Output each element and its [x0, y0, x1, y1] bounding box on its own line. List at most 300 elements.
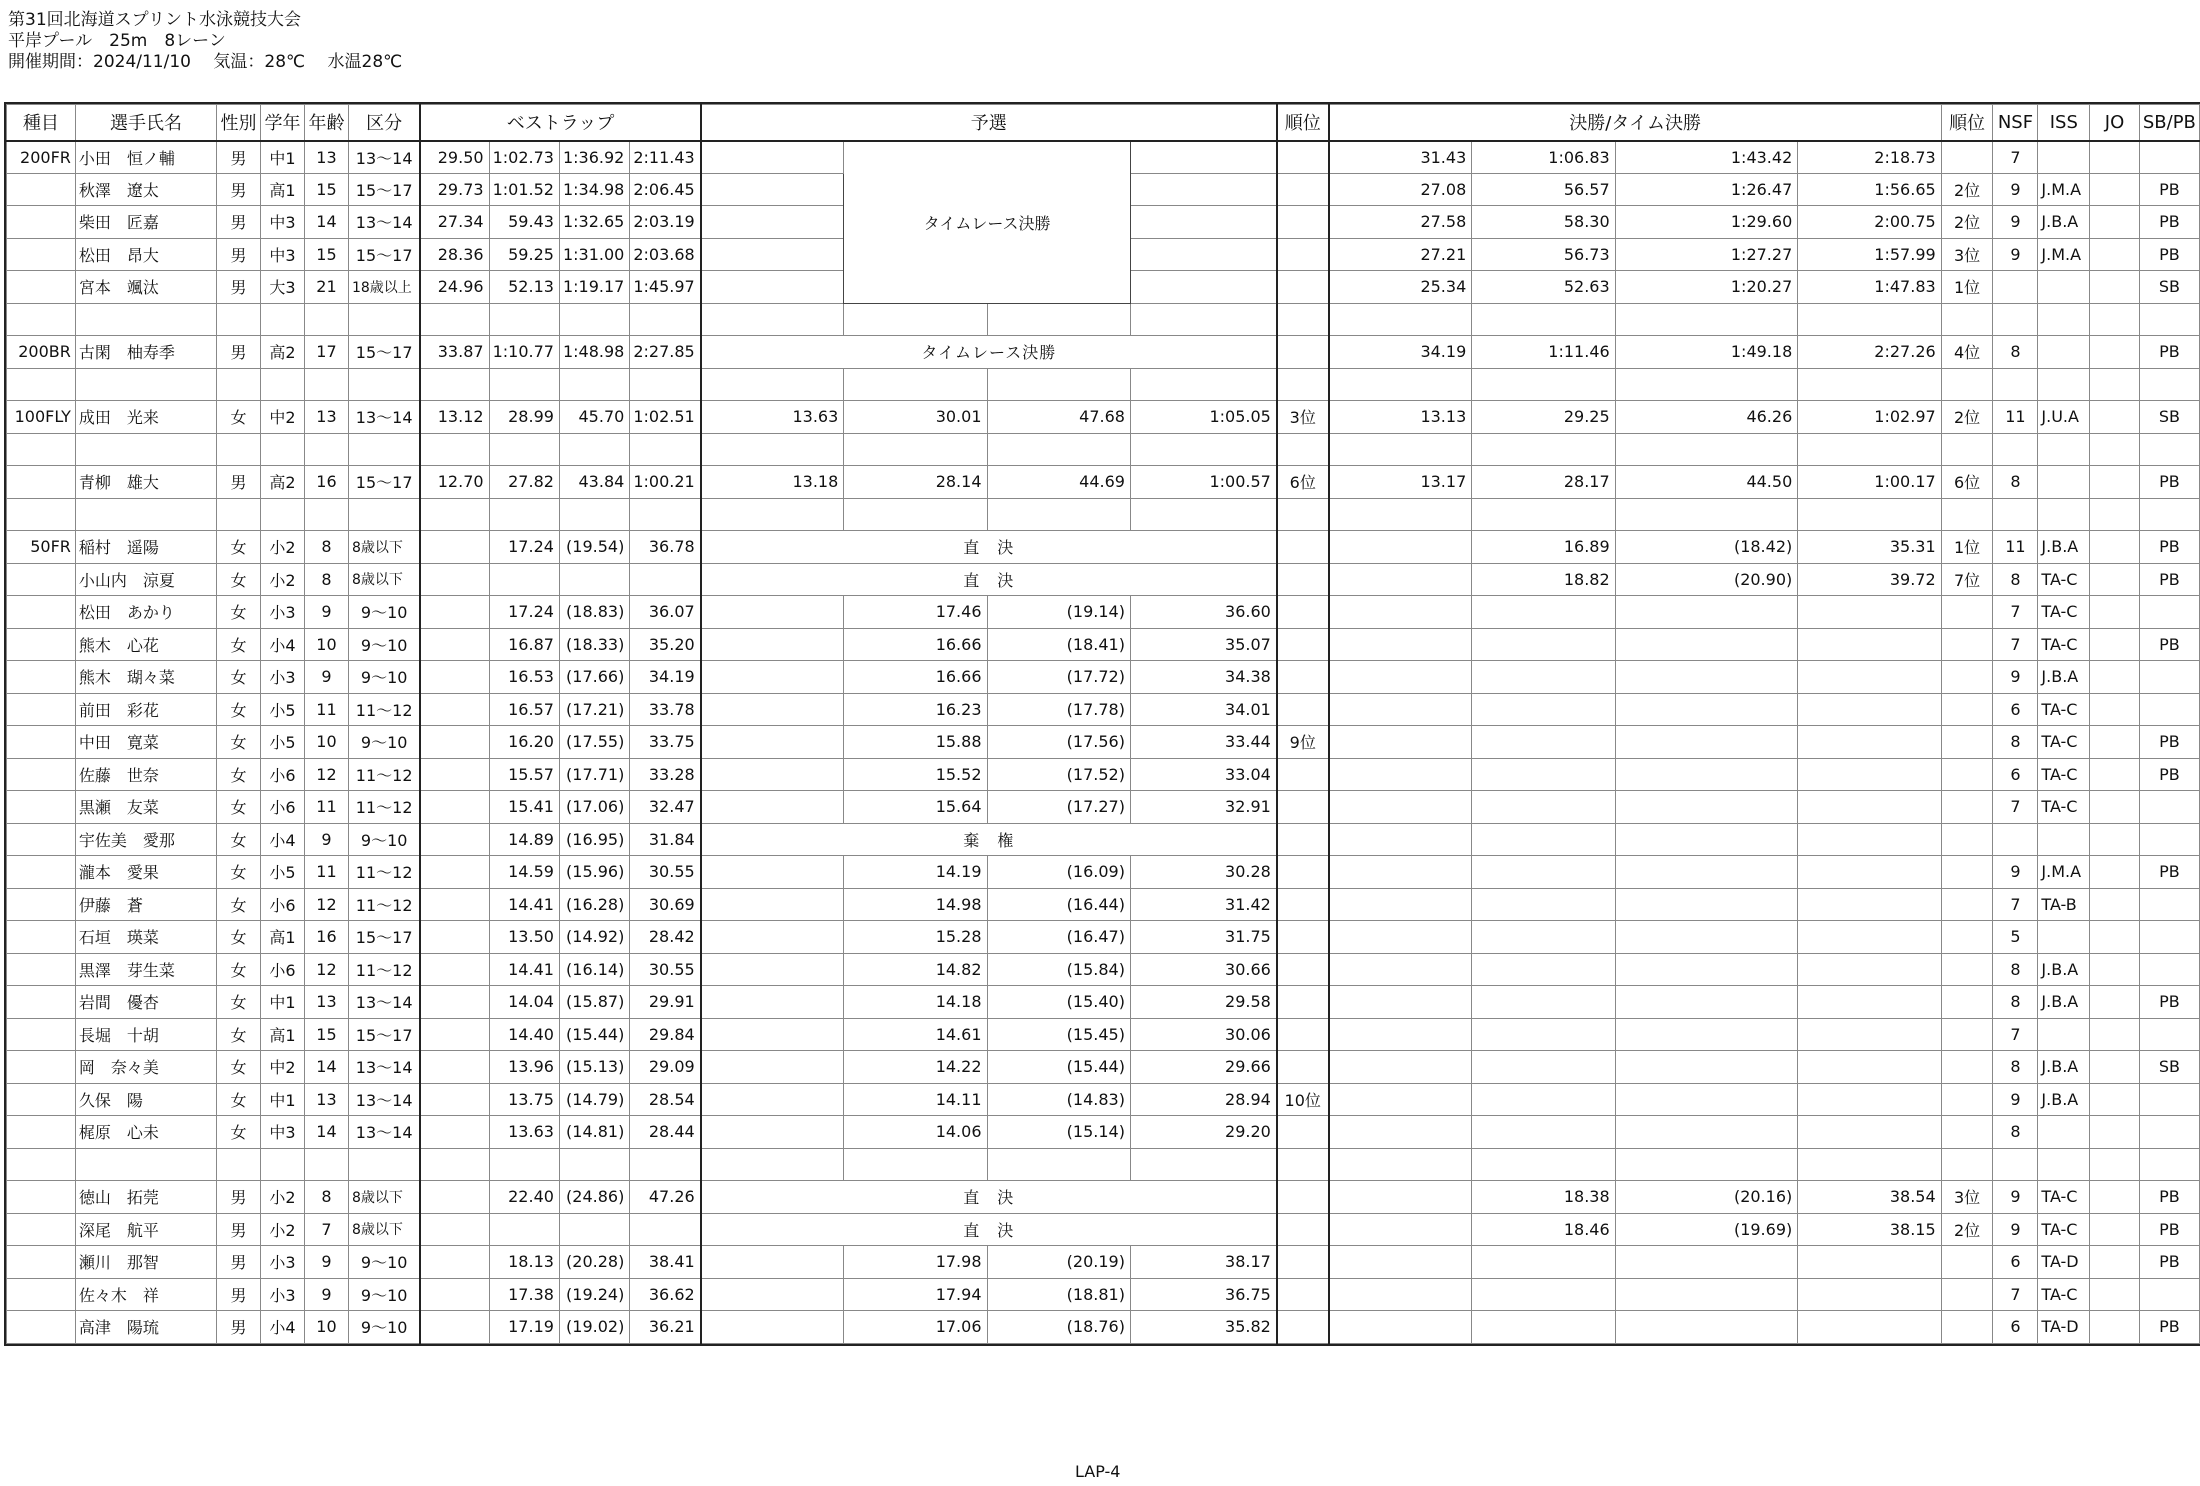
best-lap-cell: 36.78	[630, 531, 701, 564]
prelim-rank-cell	[1277, 368, 1329, 401]
age-cell	[305, 498, 349, 531]
iss-cell: TA-C	[2038, 1213, 2090, 1246]
division-cell: 18歳以上	[348, 271, 420, 304]
table-row	[7, 141, 2200, 174]
final-cell	[1615, 661, 1798, 694]
final-cell: 44.50	[1615, 466, 1798, 499]
sex-cell: 男	[217, 1213, 261, 1246]
prelim-cell: 30.66	[1130, 953, 1276, 986]
final-cell	[1329, 791, 1472, 824]
name-cell: 松田 昂大	[75, 238, 216, 271]
grade-cell: 高1	[261, 173, 305, 206]
name-cell	[75, 303, 216, 336]
prelim-rank-cell	[1277, 238, 1329, 271]
meet-date-info: 開催期間：2024/11/10 気温：28℃ 水温28℃	[8, 52, 403, 72]
iss-cell: J.M.A	[2038, 173, 2090, 206]
best-lap-cell: 59.43	[489, 206, 559, 239]
prelim-span-label: タイムレース決勝	[701, 336, 1277, 369]
prelim-cell: 1:05.05	[1130, 401, 1276, 434]
best-lap-cell: 1:34.98	[559, 173, 629, 206]
grade-cell: 中2	[261, 1051, 305, 1084]
age-cell: 12	[305, 953, 349, 986]
grade-cell: 小2	[261, 1181, 305, 1214]
sbpb-cell	[2139, 1083, 2199, 1116]
prelim-cell	[701, 1311, 844, 1344]
prelim-cell: 14.82	[844, 953, 987, 986]
best-lap-cell	[420, 921, 489, 954]
prelim-rank-cell	[1277, 758, 1329, 791]
jo-cell	[2090, 303, 2140, 336]
prelim-cell: (15.14)	[987, 1116, 1130, 1149]
best-lap-cell	[420, 498, 489, 531]
prelim-cell: (16.44)	[987, 888, 1130, 921]
grade-cell: 小3	[261, 661, 305, 694]
best-lap-cell	[420, 758, 489, 791]
best-lap-cell: 1:36.92	[559, 141, 629, 174]
final-cell	[1472, 498, 1615, 531]
name-cell: 瀬川 那智	[75, 1246, 216, 1279]
final-cell: 1:29.60	[1615, 206, 1798, 239]
final-rank-cell	[1941, 1278, 1993, 1311]
final-rank-cell	[1941, 726, 1993, 759]
event-cell	[7, 758, 76, 791]
final-rank-cell	[1941, 758, 1993, 791]
sbpb-cell	[2139, 596, 2199, 629]
prelim-cell: 15.52	[844, 758, 987, 791]
iss-cell	[2038, 1148, 2090, 1181]
prelim-cell	[987, 1148, 1130, 1181]
sbpb-cell	[2139, 791, 2199, 824]
final-rank-cell: 2位	[1941, 173, 1993, 206]
prelim-rank-cell: 6位	[1277, 466, 1329, 499]
event-cell	[7, 1148, 76, 1181]
division-cell: 13～14	[348, 206, 420, 239]
final-cell	[1329, 758, 1472, 791]
event-cell	[7, 986, 76, 1019]
division-cell: 9～10	[348, 661, 420, 694]
sbpb-cell	[2139, 921, 2199, 954]
final-cell: 1:43.42	[1615, 141, 1798, 174]
best-lap-cell: 36.07	[630, 596, 701, 629]
division-cell: 13～14	[348, 1083, 420, 1116]
final-cell	[1798, 433, 1941, 466]
best-lap-cell: 14.59	[489, 856, 559, 889]
final-cell	[1472, 986, 1615, 1019]
best-lap-cell: (19.24)	[559, 1278, 629, 1311]
prelim-cell: 16.66	[844, 661, 987, 694]
jo-cell	[2090, 1213, 2140, 1246]
division-cell: 8歳以下	[348, 1213, 420, 1246]
best-lap-cell: 2:03.19	[630, 206, 701, 239]
event-cell: 100FLY	[7, 401, 76, 434]
final-cell	[1329, 823, 1472, 856]
jo-cell	[2090, 173, 2140, 206]
jo-cell	[2090, 628, 2140, 661]
age-cell: 10	[305, 726, 349, 759]
jo-cell	[2090, 336, 2140, 369]
prelim-rank-cell	[1277, 336, 1329, 369]
table-row	[7, 661, 2200, 694]
prelim-cell: 30.01	[844, 401, 987, 434]
table-row	[7, 1213, 2200, 1246]
sex-cell: 女	[217, 953, 261, 986]
table-row	[7, 726, 2200, 759]
prelim-rank-cell	[1277, 173, 1329, 206]
prelim-cell: 38.17	[1130, 1246, 1276, 1279]
iss-cell	[2038, 368, 2090, 401]
best-lap-cell: (17.55)	[559, 726, 629, 759]
prelim-rank-cell	[1277, 661, 1329, 694]
prelim-cell: 15.64	[844, 791, 987, 824]
final-cell: 2:27.26	[1798, 336, 1941, 369]
final-cell	[1798, 596, 1941, 629]
final-cell	[1472, 1311, 1615, 1344]
best-lap-cell: 16.87	[489, 628, 559, 661]
final-cell: 1:00.17	[1798, 466, 1941, 499]
prelim-rank-cell	[1277, 1213, 1329, 1246]
best-lap-cell	[420, 531, 489, 564]
sex-cell	[217, 1148, 261, 1181]
final-cell	[1329, 726, 1472, 759]
name-cell	[75, 368, 216, 401]
final-cell: 46.26	[1615, 401, 1798, 434]
name-cell: 成田 光来	[75, 401, 216, 434]
best-lap-cell	[489, 433, 559, 466]
age-cell: 11	[305, 856, 349, 889]
prelim-rank-cell	[1277, 986, 1329, 1019]
iss-cell	[2038, 498, 2090, 531]
prelim-span-label: 直 決	[701, 1213, 1277, 1246]
division-cell: 15～17	[348, 336, 420, 369]
final-cell: 1:26.47	[1615, 173, 1798, 206]
sbpb-cell	[2139, 888, 2199, 921]
best-lap-cell: 28.44	[630, 1116, 701, 1149]
sex-cell: 女	[217, 401, 261, 434]
col-age: 年齢	[305, 105, 349, 141]
prelim-cell: (14.83)	[987, 1083, 1130, 1116]
sbpb-cell	[2139, 661, 2199, 694]
best-lap-cell: 32.47	[630, 791, 701, 824]
final-cell	[1798, 661, 1941, 694]
best-lap-cell	[420, 368, 489, 401]
best-lap-cell: (20.28)	[559, 1246, 629, 1279]
name-cell: 稲村 遥陽	[75, 531, 216, 564]
final-cell: 13.17	[1329, 466, 1472, 499]
sbpb-cell: PB	[2139, 336, 2199, 369]
event-cell	[7, 498, 76, 531]
best-lap-cell: 43.84	[559, 466, 629, 499]
grade-cell: 小4	[261, 1311, 305, 1344]
sex-cell: 男	[217, 466, 261, 499]
best-lap-cell	[559, 563, 629, 596]
best-lap-cell	[559, 1148, 629, 1181]
nsf-cell: 8	[1993, 953, 2038, 986]
age-cell: 12	[305, 888, 349, 921]
sex-cell: 女	[217, 791, 261, 824]
nsf-cell: 6	[1993, 693, 2038, 726]
grade-cell: 高1	[261, 1018, 305, 1051]
age-cell: 16	[305, 921, 349, 954]
final-cell: 27.21	[1329, 238, 1472, 271]
prelim-rank-cell	[1277, 1246, 1329, 1279]
best-lap-cell: (14.81)	[559, 1116, 629, 1149]
final-cell: 27.58	[1329, 206, 1472, 239]
best-lap-cell	[420, 1213, 489, 1246]
prelim-cell: 36.60	[1130, 596, 1276, 629]
table-row	[7, 1051, 2200, 1084]
prelim-cell: (15.45)	[987, 1018, 1130, 1051]
best-lap-cell: 17.24	[489, 596, 559, 629]
sbpb-cell	[2139, 1116, 2199, 1149]
iss-cell	[2038, 1116, 2090, 1149]
final-cell	[1798, 693, 1941, 726]
name-cell: 伊藤 蒼	[75, 888, 216, 921]
table-header-row	[7, 105, 2200, 141]
event-cell	[7, 368, 76, 401]
event-cell: 200FR	[7, 141, 76, 174]
grade-cell: 高2	[261, 466, 305, 499]
age-cell: 15	[305, 238, 349, 271]
best-lap-cell	[420, 856, 489, 889]
final-rank-cell	[1941, 498, 1993, 531]
best-lap-cell	[420, 1083, 489, 1116]
best-lap-cell: 1:31.00	[559, 238, 629, 271]
nsf-cell: 8	[1993, 1051, 2038, 1084]
table-row	[7, 953, 2200, 986]
table-row	[7, 693, 2200, 726]
prelim-rank-cell	[1277, 693, 1329, 726]
jo-cell	[2090, 726, 2140, 759]
prelim-cell: 14.06	[844, 1116, 987, 1149]
iss-cell	[2038, 141, 2090, 174]
age-cell	[305, 368, 349, 401]
best-lap-cell	[559, 433, 629, 466]
name-cell: 青柳 雄大	[75, 466, 216, 499]
nsf-cell: 7	[1993, 791, 2038, 824]
prelim-cell: 36.75	[1130, 1278, 1276, 1311]
sbpb-cell: PB	[2139, 206, 2199, 239]
event-cell	[7, 596, 76, 629]
final-cell: 1:11.46	[1472, 336, 1615, 369]
table-row	[7, 856, 2200, 889]
best-lap-cell	[420, 1246, 489, 1279]
final-cell	[1615, 921, 1798, 954]
best-lap-cell	[489, 498, 559, 531]
final-cell	[1329, 1181, 1472, 1214]
best-lap-cell: 33.87	[420, 336, 489, 369]
sex-cell: 男	[217, 206, 261, 239]
final-rank-cell	[1941, 1246, 1993, 1279]
sbpb-cell	[2139, 498, 2199, 531]
best-lap-cell: (17.06)	[559, 791, 629, 824]
prelim-rank-cell	[1277, 141, 1329, 174]
sbpb-cell: PB	[2139, 1213, 2199, 1246]
nsf-cell: 5	[1993, 921, 2038, 954]
sbpb-cell: PB	[2139, 726, 2199, 759]
sex-cell: 女	[217, 823, 261, 856]
best-lap-cell	[420, 791, 489, 824]
sex-cell: 男	[217, 1181, 261, 1214]
final-cell	[1472, 921, 1615, 954]
best-lap-cell: 35.20	[630, 628, 701, 661]
division-cell: 8歳以下	[348, 563, 420, 596]
best-lap-cell: 1:45.97	[630, 271, 701, 304]
prelim-cell	[987, 368, 1130, 401]
iss-cell	[2038, 433, 2090, 466]
best-lap-cell: 14.40	[489, 1018, 559, 1051]
prelim-cell: (15.44)	[987, 1051, 1130, 1084]
division-cell: 9～10	[348, 628, 420, 661]
nsf-cell: 8	[1993, 1116, 2038, 1149]
table-row	[7, 466, 2200, 499]
prelim-cell: 29.20	[1130, 1116, 1276, 1149]
best-lap-cell: 14.41	[489, 953, 559, 986]
final-rank-cell	[1941, 596, 1993, 629]
prelim-rank-cell	[1277, 953, 1329, 986]
best-lap-cell: (15.87)	[559, 986, 629, 1019]
grade-cell	[261, 303, 305, 336]
age-cell: 13	[305, 986, 349, 1019]
final-cell	[1615, 758, 1798, 791]
table-row	[7, 401, 2200, 434]
prelim-span-label: 直 決	[701, 1181, 1277, 1214]
iss-cell	[2038, 823, 2090, 856]
best-lap-cell	[630, 1213, 701, 1246]
final-rank-cell: 6位	[1941, 466, 1993, 499]
best-lap-cell: 27.82	[489, 466, 559, 499]
nsf-cell: 9	[1993, 1213, 2038, 1246]
name-cell: 長堀 十胡	[75, 1018, 216, 1051]
division-cell: 9～10	[348, 596, 420, 629]
prelim-rank-cell	[1277, 628, 1329, 661]
final-cell	[1615, 1311, 1798, 1344]
final-cell: (18.42)	[1615, 531, 1798, 564]
best-lap-cell: 16.20	[489, 726, 559, 759]
best-lap-cell: (17.21)	[559, 693, 629, 726]
sex-cell: 女	[217, 531, 261, 564]
final-cell: 31.43	[1329, 141, 1472, 174]
best-lap-cell: 2:27.85	[630, 336, 701, 369]
table-row	[7, 1083, 2200, 1116]
best-lap-cell: 33.28	[630, 758, 701, 791]
results-table	[6, 104, 2200, 1344]
name-cell: 古閑 柚寿季	[75, 336, 216, 369]
table-row	[7, 823, 2200, 856]
best-lap-cell: (15.13)	[559, 1051, 629, 1084]
final-cell	[1798, 1018, 1941, 1051]
prelim-rank-cell	[1277, 1311, 1329, 1344]
best-lap-cell: 2:11.43	[630, 141, 701, 174]
final-rank-cell	[1941, 1018, 1993, 1051]
sbpb-cell	[2139, 1278, 2199, 1311]
sex-cell: 女	[217, 888, 261, 921]
prelim-rank-cell	[1277, 823, 1329, 856]
best-lap-cell: 29.91	[630, 986, 701, 1019]
best-lap-cell	[420, 1278, 489, 1311]
final-cell: 16.89	[1472, 531, 1615, 564]
final-cell	[1615, 1116, 1798, 1149]
prelim-cell: (17.27)	[987, 791, 1130, 824]
division-cell: 8歳以下	[348, 1181, 420, 1214]
final-cell	[1472, 368, 1615, 401]
age-cell	[305, 433, 349, 466]
final-cell	[1472, 726, 1615, 759]
best-lap-cell	[420, 433, 489, 466]
prelim-cell: 29.58	[1130, 986, 1276, 1019]
prelim-span-label: 直 決	[701, 531, 1277, 564]
sex-cell: 女	[217, 1083, 261, 1116]
name-cell	[75, 433, 216, 466]
jo-cell	[2090, 141, 2140, 174]
best-lap-cell: 33.75	[630, 726, 701, 759]
sbpb-cell: PB	[2139, 531, 2199, 564]
best-lap-cell: (15.44)	[559, 1018, 629, 1051]
jo-cell	[2090, 271, 2140, 304]
event-cell	[7, 921, 76, 954]
sex-cell	[217, 433, 261, 466]
name-cell: 前田 彩花	[75, 693, 216, 726]
final-cell	[1615, 726, 1798, 759]
final-cell: 18.46	[1472, 1213, 1615, 1246]
division-cell: 9～10	[348, 726, 420, 759]
nsf-cell: 9	[1993, 661, 2038, 694]
grade-cell: 小5	[261, 726, 305, 759]
best-lap-cell: 13.50	[489, 921, 559, 954]
final-rank-cell	[1941, 986, 1993, 1019]
prelim-cell	[1130, 206, 1276, 239]
age-cell	[305, 1148, 349, 1181]
final-cell: 34.19	[1329, 336, 1472, 369]
table-row	[7, 563, 2200, 596]
jo-cell	[2090, 986, 2140, 1019]
prelim-cell	[1130, 173, 1276, 206]
final-cell	[1798, 498, 1941, 531]
jo-cell	[2090, 206, 2140, 239]
final-rank-cell: 7位	[1941, 563, 1993, 596]
sex-cell: 男	[217, 1278, 261, 1311]
iss-cell	[2038, 303, 2090, 336]
event-cell	[7, 628, 76, 661]
jo-cell	[2090, 1311, 2140, 1344]
name-cell: 高津 陽琉	[75, 1311, 216, 1344]
best-lap-cell	[420, 1018, 489, 1051]
nsf-cell: 8	[1993, 336, 2038, 369]
prelim-cell	[1130, 141, 1276, 174]
age-cell: 15	[305, 1018, 349, 1051]
name-cell: 黒瀬 友菜	[75, 791, 216, 824]
event-cell: 50FR	[7, 531, 76, 564]
event-cell	[7, 1213, 76, 1246]
jo-cell	[2090, 791, 2140, 824]
jo-cell	[2090, 1116, 2140, 1149]
sbpb-cell: SB	[2139, 401, 2199, 434]
age-cell: 17	[305, 336, 349, 369]
sex-cell: 男	[217, 1311, 261, 1344]
final-cell	[1798, 823, 1941, 856]
sex-cell: 女	[217, 693, 261, 726]
final-cell: 1:20.27	[1615, 271, 1798, 304]
best-lap-cell: (14.92)	[559, 921, 629, 954]
prelim-cell	[701, 1083, 844, 1116]
final-cell: 1:27.27	[1615, 238, 1798, 271]
final-cell: 25.34	[1329, 271, 1472, 304]
sbpb-cell	[2139, 303, 2199, 336]
final-cell	[1472, 1051, 1615, 1084]
nsf-cell: 9	[1993, 238, 2038, 271]
nsf-cell: 9	[1993, 856, 2038, 889]
final-cell	[1472, 596, 1615, 629]
grade-cell: 中3	[261, 206, 305, 239]
